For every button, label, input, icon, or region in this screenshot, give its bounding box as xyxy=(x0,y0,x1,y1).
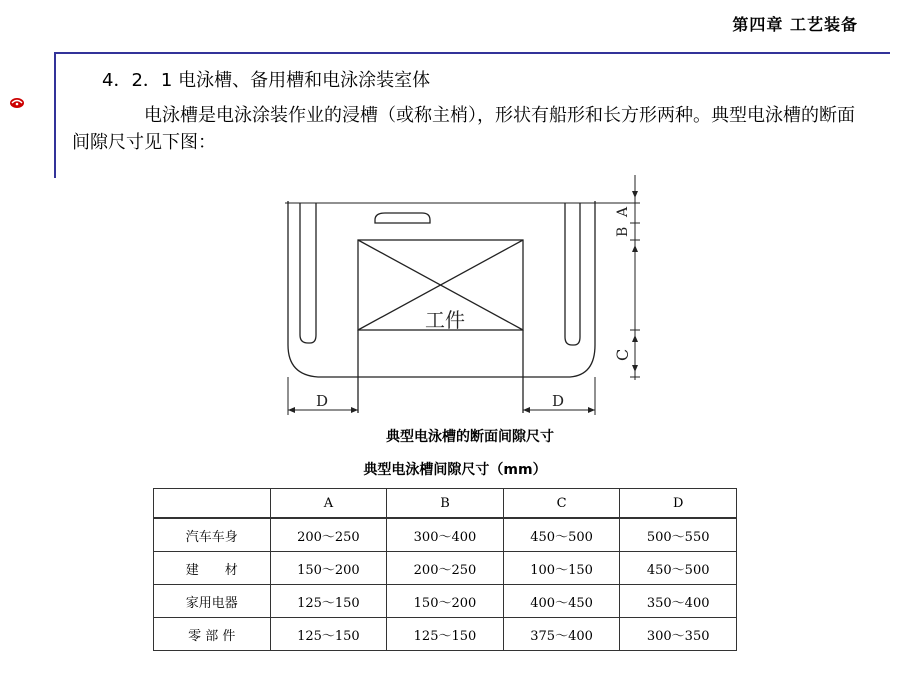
table-cell: 建 材 xyxy=(154,552,271,585)
figure-caption: 典型电泳槽的断面间隙尺寸 xyxy=(386,429,554,445)
table-cell: 400～450 xyxy=(503,585,620,618)
table-cell: 450～500 xyxy=(620,552,737,585)
dimension-d-left-label: D xyxy=(316,392,329,410)
table-cell: 200～250 xyxy=(387,552,504,585)
table-cell: 200～250 xyxy=(270,518,387,552)
table-cell: 125～150 xyxy=(270,585,387,618)
section-heading: 4．2．1 电泳槽、备用槽和电泳涂装室体 xyxy=(102,70,431,91)
dimension-a-label: A xyxy=(615,206,631,217)
table-cell: 零 部 件 xyxy=(154,618,271,651)
table-header-row xyxy=(154,489,737,519)
table-cell: 150～200 xyxy=(387,585,504,618)
table-cell: 汽车车身 xyxy=(154,518,271,552)
table-header-cell: A xyxy=(270,489,387,519)
table-cell: 100～150 xyxy=(503,552,620,585)
table-cell: 家用电器 xyxy=(154,585,271,618)
dimension-d-right-label: D xyxy=(552,392,565,410)
table-cell: 125～150 xyxy=(270,618,387,651)
table-row xyxy=(154,585,737,618)
table-cell: 350～400 xyxy=(620,585,737,618)
dimension-b-label: B xyxy=(615,226,631,237)
table-cell: 450～500 xyxy=(503,518,620,552)
left-rule xyxy=(54,52,56,178)
workpiece-label: 工件 xyxy=(425,308,465,332)
table-header-cell xyxy=(154,489,271,519)
gap-dimension-table xyxy=(153,488,737,651)
tank-cross-section-diagram xyxy=(150,165,670,425)
table-cell: 375～400 xyxy=(503,618,620,651)
header-rule xyxy=(54,52,890,54)
bullet-icon xyxy=(9,97,25,109)
table-caption: 典型电泳槽间隙尺寸（mm） xyxy=(363,462,547,478)
table-row xyxy=(154,552,737,585)
table-cell: 150～200 xyxy=(270,552,387,585)
table-header-cell: B xyxy=(387,489,504,519)
dimension-c-label: C xyxy=(613,348,632,361)
table-header-cell: D xyxy=(620,489,737,519)
table-cell: 300～400 xyxy=(387,518,504,552)
table-row xyxy=(154,518,737,552)
table-header-cell: C xyxy=(503,489,620,519)
chapter-title: 第四章 工艺装备 xyxy=(732,15,858,34)
table-cell: 500～550 xyxy=(620,518,737,552)
body-paragraph: 电泳槽是电泳涂装作业的浸槽（或称主梢），形状有船形和长方形两种。典型电泳槽的断面间隙尺寸见下图： xyxy=(72,105,855,153)
table-cell: 300～350 xyxy=(620,618,737,651)
table-cell: 125～150 xyxy=(387,618,504,651)
table-row xyxy=(154,618,737,651)
